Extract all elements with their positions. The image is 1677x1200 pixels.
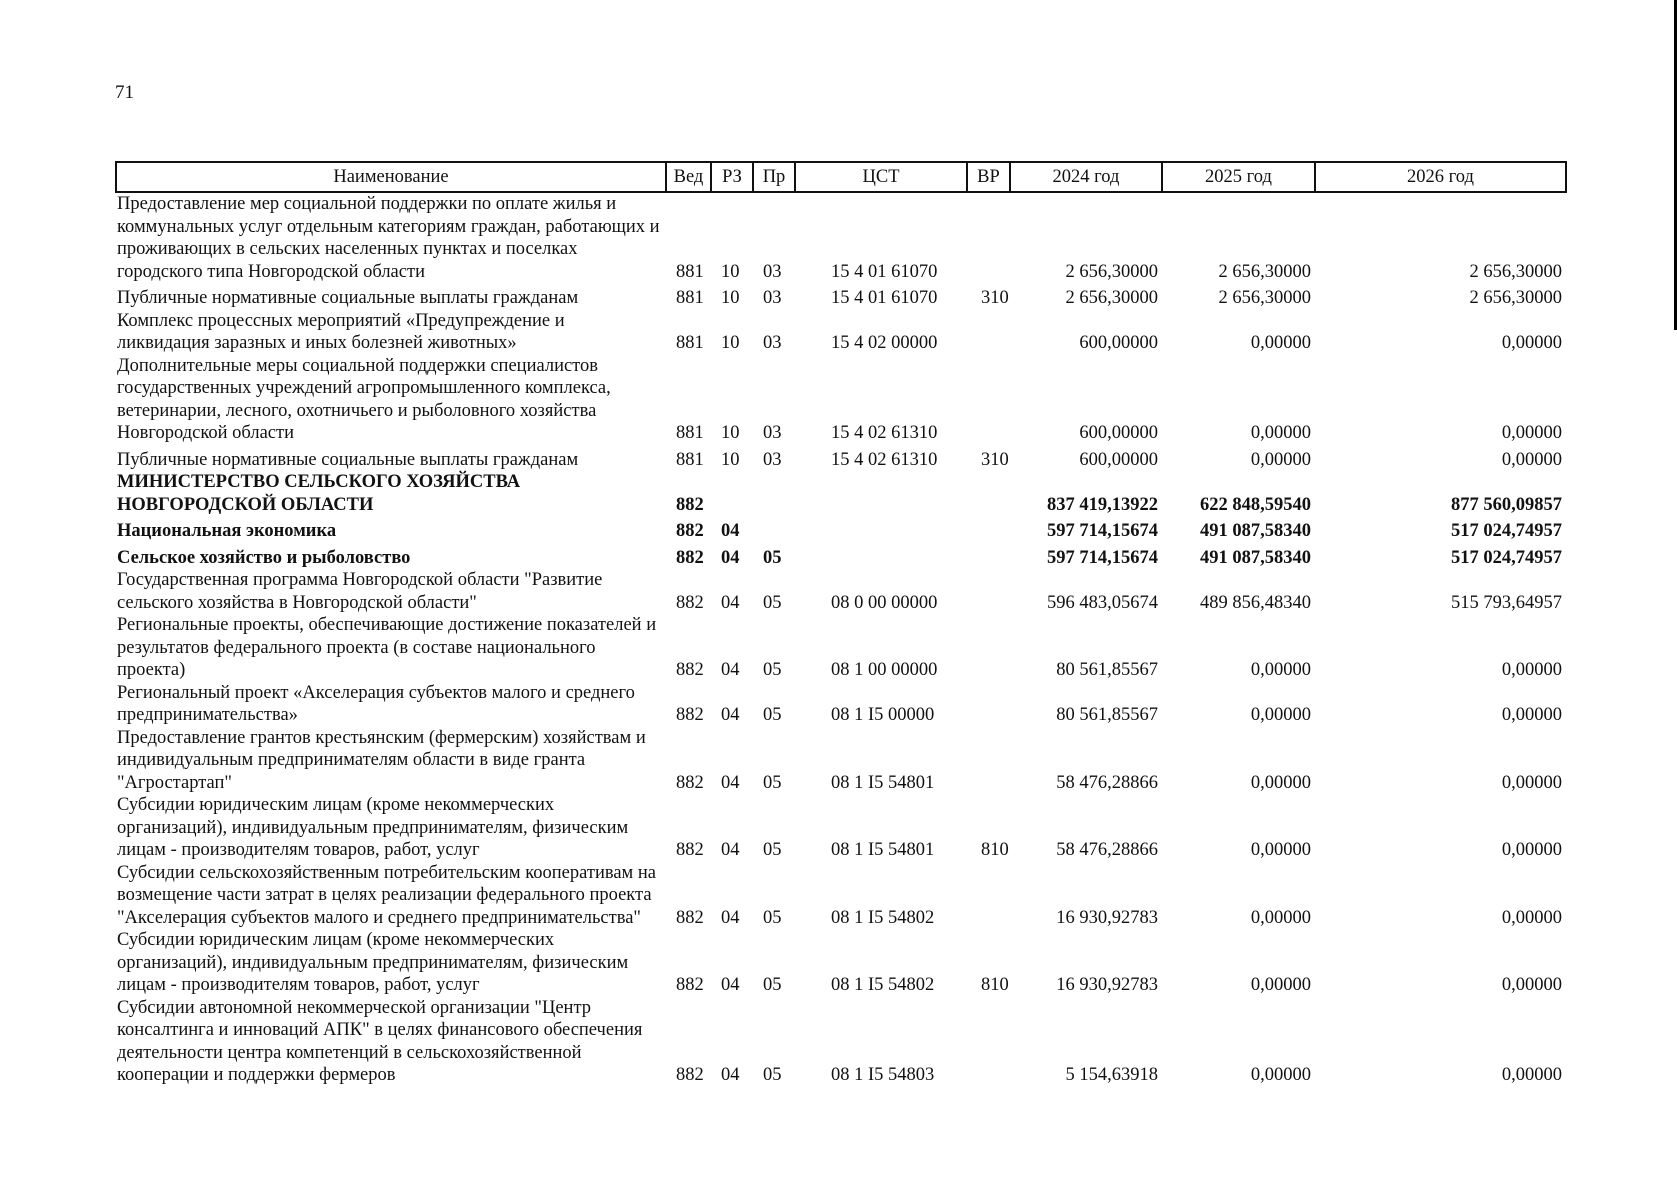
- row-name: Региональный проект «Акселерация субъектов малого и среднего предпринимательства»: [117, 682, 635, 725]
- row-2025: 0,00000: [1250, 1065, 1311, 1085]
- row-rz: 04: [721, 975, 740, 995]
- row-cst: 08 0 00 00000: [831, 592, 938, 613]
- row-2026: 0,00000: [1501, 333, 1562, 353]
- row-2026: 517 024,74957: [1451, 547, 1562, 568]
- row-ved: 882: [676, 660, 704, 680]
- row-2026: 0,00000: [1501, 660, 1562, 680]
- row-2025: 0,00000: [1250, 660, 1311, 680]
- row-pr: 03: [763, 261, 782, 282]
- row-pr: [753, 471, 795, 516]
- row-vr: 810: [981, 975, 1009, 995]
- table-row: [116, 283, 1566, 310]
- row-pr: 05: [763, 907, 782, 928]
- row-2024: 2 656,30000: [1065, 288, 1158, 308]
- row-rz: 04: [721, 1065, 740, 1085]
- row-2026: 0,00000: [1501, 975, 1562, 995]
- row-cst: 08 1 I5 54802: [831, 907, 935, 928]
- row-ved: 882: [676, 840, 704, 860]
- row-cst: 08 1 I5 54801: [831, 772, 935, 793]
- row-name: Субсидии автономной некоммерческой организации "Центр консалтинга и инноваций АПК" в целях финансового обеспечения деятельности центра компетенций в сельскохозяйственной кооперации и поддержки фермеров: [117, 997, 643, 1085]
- row-vr: [967, 471, 1010, 516]
- row-2024: 600,00000: [1079, 423, 1158, 443]
- row-pr: 05: [763, 660, 782, 680]
- table-row: [116, 997, 1566, 1087]
- row-2026: 515 793,64957: [1451, 592, 1562, 613]
- row-cst: 15 4 01 61070: [831, 288, 938, 308]
- row-ved: 882: [676, 907, 704, 928]
- row-rz: 04: [721, 660, 740, 680]
- header-pr: Пр: [753, 162, 795, 192]
- row-2026: 0,00000: [1501, 772, 1562, 793]
- row-vr: [967, 310, 1010, 355]
- table-row: [116, 516, 1566, 543]
- row-2024: 80 561,85567: [1056, 660, 1158, 680]
- header-2024: 2024 год: [1010, 162, 1162, 192]
- row-2026: 0,00000: [1501, 423, 1562, 443]
- table-header: [116, 162, 1566, 192]
- row-name: Публичные нормативные социальные выплаты гражданам: [117, 288, 579, 308]
- row-ved: 881: [676, 261, 704, 282]
- table-row: [116, 929, 1566, 997]
- row-cst: [795, 471, 967, 516]
- row-2024: 600,00000: [1079, 333, 1158, 353]
- row-cst: 15 4 01 61070: [831, 261, 938, 282]
- row-ved: 882: [676, 521, 704, 541]
- row-ved: 882: [676, 705, 704, 725]
- row-ved: 882: [676, 592, 704, 613]
- row-2026: 0,00000: [1501, 449, 1562, 470]
- row-2024: 58 476,28866: [1056, 840, 1158, 860]
- row-2024: 58 476,28866: [1056, 772, 1158, 793]
- row-vr: [967, 355, 1010, 445]
- row-cst: 08 1 I5 54801: [831, 840, 935, 860]
- row-2024: 2 656,30000: [1065, 261, 1158, 282]
- row-2024: 5 154,63918: [1065, 1065, 1158, 1085]
- row-vr: [967, 516, 1010, 543]
- row-2025: 0,00000: [1250, 907, 1311, 928]
- row-2026: 0,00000: [1501, 1065, 1562, 1085]
- row-cst: 15 4 02 61310: [831, 423, 938, 443]
- row-2025: 0,00000: [1250, 423, 1311, 443]
- table-row: [116, 727, 1566, 795]
- table-row: [116, 614, 1566, 682]
- row-rz: 10: [721, 261, 740, 282]
- header-vr: ВР: [967, 162, 1010, 192]
- row-rz: 10: [721, 333, 740, 353]
- row-vr: [967, 543, 1010, 570]
- row-vr: 310: [981, 449, 1009, 470]
- row-pr: 05: [763, 705, 782, 725]
- row-name: Государственная программа Новгородской области "Развитие сельского хозяйства в Новгородской области": [117, 570, 603, 613]
- row-2025: 491 087,58340: [1200, 547, 1311, 568]
- row-vr: [967, 997, 1010, 1087]
- row-2026: 0,00000: [1501, 705, 1562, 725]
- row-ved: 881: [676, 333, 704, 353]
- table-row: [116, 192, 1566, 283]
- row-name: Сельское хозяйство и рыболовство: [117, 547, 411, 568]
- row-name: Дополнительные меры социальной поддержки специалистов государственных учреждений агропромышленного комплекса, ветеринарии, лесного, охотничьего и рыболовного хозяйства Новгородской области: [117, 355, 611, 443]
- table-row: [116, 569, 1566, 614]
- row-ved: 882: [676, 547, 704, 568]
- row-2025: 0,00000: [1250, 772, 1311, 793]
- row-2024: 597 714,15674: [1047, 547, 1158, 568]
- table-row: [116, 682, 1566, 727]
- header-name: Наименование: [116, 162, 666, 192]
- row-2025: 489 856,48340: [1200, 592, 1311, 613]
- table-row: [116, 445, 1566, 472]
- row-2025: 0,00000: [1250, 449, 1311, 470]
- row-pr: 05: [763, 975, 782, 995]
- row-cst: 15 4 02 61310: [831, 449, 938, 470]
- row-rz: 04: [721, 547, 740, 568]
- row-ved: 881: [676, 449, 704, 470]
- row-name: Национальная экономика: [117, 521, 337, 541]
- row-name: Региональные проекты, обеспечивающие достижение показателей и результатов федерального проекта (в составе национального проекта): [117, 615, 657, 680]
- row-2025: 2 656,30000: [1218, 261, 1311, 282]
- header-rz: РЗ: [711, 162, 753, 192]
- row-name: Субсидии сельскохозяйственным потребительским кооперативам на возмещение части затрат в целях реализации федерального проекта "Акселерация субъектов малого и среднего предпринимательства": [117, 862, 656, 928]
- row-ved: 882: [676, 1065, 704, 1085]
- row-vr: [967, 862, 1010, 930]
- row-2024: 16 930,92783: [1056, 907, 1158, 928]
- row-cst: 08 1 I5 54802: [831, 975, 935, 995]
- row-name: МИНИСТЕРСТВО СЕЛЬСКОГО ХОЗЯЙСТВА НОВГОРОДСКОЙ ОБЛАСТИ: [117, 472, 521, 515]
- row-2024: 596 483,05674: [1047, 592, 1158, 613]
- row-vr: [967, 569, 1010, 614]
- row-name: Предоставление мер социальной поддержки по оплате жилья и коммунальных услуг отдельным категориям граждан, работающих и проживающих в сельских населенных пунктах и поселках городского типа Новгородской области: [117, 194, 660, 282]
- row-pr: 05: [763, 772, 782, 793]
- row-2025: 0,00000: [1250, 840, 1311, 860]
- row-2026: 2 656,30000: [1469, 261, 1562, 282]
- row-pr: 03: [763, 423, 782, 443]
- page-number: 71: [115, 82, 134, 103]
- row-rz: 10: [721, 288, 740, 308]
- row-rz: 04: [721, 592, 740, 613]
- header-row: [116, 162, 1566, 192]
- row-name: Субсидии юридическим лицам (кроме некоммерческих организаций), индивидуальным предпринимателям, физическим лицам - производителям товаров, работ, услуг: [117, 930, 629, 995]
- row-rz: 10: [721, 423, 740, 443]
- row-vr: [967, 192, 1010, 283]
- row-name: Субсидии юридическим лицам (кроме некоммерческих организаций), индивидуальным предпринимателям, физическим лицам - производителям товаров, работ, услуг: [117, 795, 629, 860]
- header-ved: Вед: [666, 162, 711, 192]
- row-vr: 810: [981, 840, 1009, 860]
- table-row: [116, 862, 1566, 930]
- table-row: [116, 543, 1566, 570]
- row-name: Публичные нормативные социальные выплаты гражданам: [117, 449, 579, 470]
- row-pr: 05: [763, 547, 782, 568]
- row-cst: [795, 516, 967, 543]
- row-2024: 837 419,13922: [1047, 494, 1158, 515]
- row-ved: 882: [676, 494, 704, 515]
- row-rz: 04: [721, 521, 740, 541]
- row-cst: 08 1 I5 54803: [831, 1065, 935, 1085]
- header-cst: ЦСТ: [795, 162, 967, 192]
- row-vr: [967, 614, 1010, 682]
- row-pr: 03: [763, 288, 782, 308]
- row-pr: 05: [763, 1065, 782, 1085]
- row-2026: 0,00000: [1501, 907, 1562, 928]
- row-2025: 0,00000: [1250, 333, 1311, 353]
- row-2026: 2 656,30000: [1469, 288, 1562, 308]
- row-rz: 04: [721, 772, 740, 793]
- row-2026: 0,00000: [1501, 840, 1562, 860]
- row-2025: 491 087,58340: [1200, 521, 1311, 541]
- row-2026: 877 560,09857: [1451, 494, 1562, 515]
- row-pr: 03: [763, 449, 782, 470]
- table-row: [116, 794, 1566, 862]
- row-vr: [967, 727, 1010, 795]
- row-vr: [967, 682, 1010, 727]
- row-vr: 310: [981, 288, 1009, 308]
- row-2026: 517 024,74957: [1451, 521, 1562, 541]
- row-2024: 16 930,92783: [1056, 975, 1158, 995]
- row-pr: 05: [763, 592, 782, 613]
- row-2025: 0,00000: [1250, 705, 1311, 725]
- row-cst: 08 1 00 00000: [831, 660, 938, 680]
- row-pr: [753, 516, 795, 543]
- row-cst: 08 1 I5 00000: [831, 705, 935, 725]
- row-2025: 622 848,59540: [1200, 494, 1311, 515]
- row-rz: [711, 471, 753, 516]
- table-row: [116, 310, 1566, 355]
- row-ved: 881: [676, 288, 704, 308]
- row-name: Комплекс процессных мероприятий «Предупреждение и ликвидация заразных и иных болезней животных»: [117, 310, 565, 353]
- row-name: Предоставление грантов крестьянским (фермерским) хозяйствам и индивидуальным предпринимателям области в виде гранта "Агростартап": [117, 727, 646, 793]
- row-2024: 600,00000: [1079, 449, 1158, 470]
- row-pr: 03: [763, 333, 782, 353]
- row-cst: [795, 543, 967, 570]
- row-rz: 04: [721, 705, 740, 725]
- table-row: [116, 471, 1566, 516]
- budget-table: [115, 161, 1567, 1087]
- row-2024: 80 561,85567: [1056, 705, 1158, 725]
- header-2025: 2025 год: [1162, 162, 1315, 192]
- row-2025: 2 656,30000: [1218, 288, 1311, 308]
- row-rz: 10: [721, 449, 740, 470]
- table-body: [116, 192, 1566, 1087]
- row-ved: 882: [676, 975, 704, 995]
- row-ved: 881: [676, 423, 704, 443]
- row-2025: 0,00000: [1250, 975, 1311, 995]
- row-rz: 04: [721, 907, 740, 928]
- table-row: [116, 355, 1566, 445]
- header-2026: 2026 год: [1315, 162, 1566, 192]
- row-cst: 15 4 02 00000: [831, 333, 938, 353]
- row-pr: 05: [763, 840, 782, 860]
- row-rz: 04: [721, 840, 740, 860]
- row-ved: 882: [676, 772, 704, 793]
- row-2024: 597 714,15674: [1047, 521, 1158, 541]
